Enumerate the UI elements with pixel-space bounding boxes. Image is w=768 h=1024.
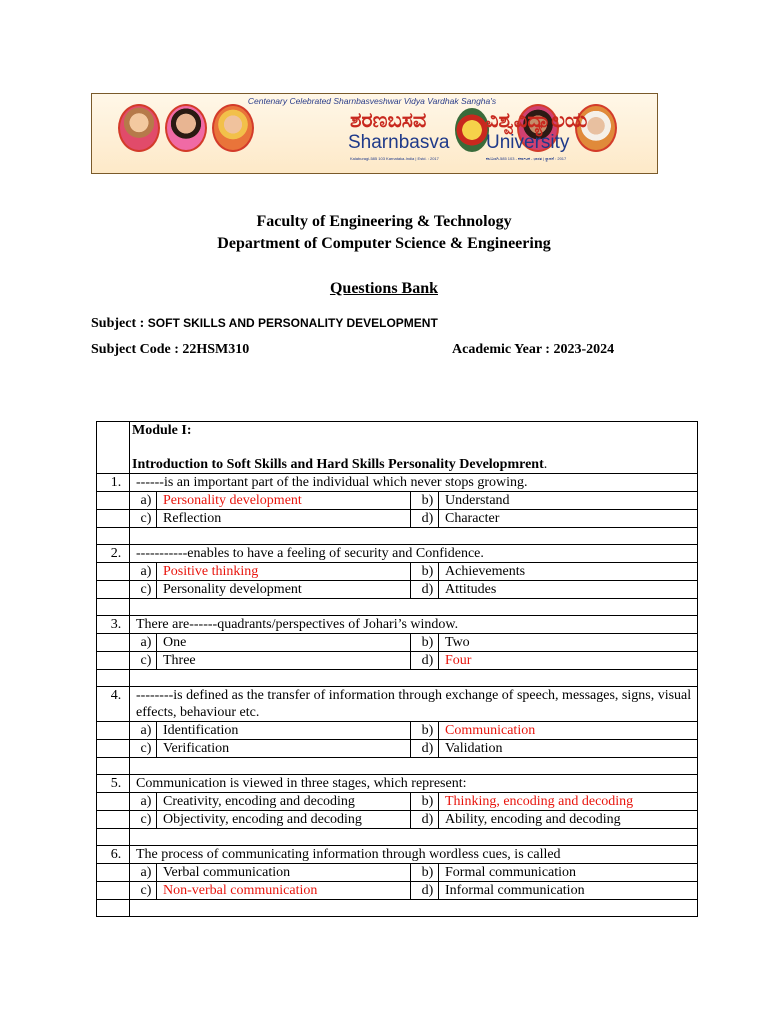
question-text: Communication is viewed in three stages, which represent:	[130, 775, 698, 793]
question-number: 4.	[97, 687, 130, 722]
option-key: d)	[411, 581, 439, 599]
option-key: a)	[130, 864, 157, 882]
option-blank-cell	[97, 740, 130, 758]
option-text: Informal communication	[439, 882, 698, 900]
question-text: ------is an important part of the individual which never stops growing.	[130, 474, 698, 492]
subject-code: Subject Code : 22HSM310	[91, 342, 250, 357]
option-blank-cell	[97, 811, 130, 829]
option-row	[97, 581, 698, 599]
option-row	[97, 864, 698, 882]
option-text: Three	[157, 652, 411, 670]
question-number: 2.	[97, 545, 130, 563]
question-number: 6.	[97, 846, 130, 864]
option-key: c)	[130, 882, 157, 900]
option-blank-cell	[97, 510, 130, 528]
option-text: Achievements	[439, 563, 698, 581]
option-text: Identification	[157, 722, 411, 740]
question-number: 3.	[97, 616, 130, 634]
academic-year: Academic Year : 2023-2024	[452, 342, 615, 357]
spacer-cell	[97, 599, 130, 616]
option-blank-cell	[97, 722, 130, 740]
faculty-heading: Faculty of Engineering & Technology	[256, 213, 512, 230]
spacer-cell	[130, 900, 698, 917]
option-blank-cell	[97, 793, 130, 811]
question-text: -----------enables to have a feeling of security and Confidence.	[130, 545, 698, 563]
subject-line	[91, 316, 438, 332]
founder-portrait-1	[118, 104, 160, 152]
option-row	[97, 722, 698, 740]
department-heading: Department of Computer Science & Engineering	[217, 235, 551, 252]
option-key: b)	[411, 563, 439, 581]
module-number-cell	[97, 422, 130, 474]
spacer-cell	[97, 900, 130, 917]
option-row	[97, 563, 698, 581]
question-text: The process of communicating information through wordless cues, is called	[130, 846, 698, 864]
spacer-row	[97, 599, 698, 616]
founder-portrait-2	[165, 104, 207, 152]
spacer-row	[97, 900, 698, 917]
option-key: a)	[130, 563, 157, 581]
option-key: b)	[411, 793, 439, 811]
option-row	[97, 652, 698, 670]
option-key: b)	[411, 864, 439, 882]
question-number: 1.	[97, 474, 130, 492]
option-key: a)	[130, 722, 157, 740]
spacer-cell	[97, 829, 130, 846]
spacer-row	[97, 758, 698, 775]
question-table	[96, 421, 698, 917]
option-key: d)	[411, 652, 439, 670]
option-row	[97, 793, 698, 811]
option-text-correct: Non-verbal communication	[157, 882, 411, 900]
subject-label: Subject :	[91, 316, 148, 331]
module-subtitle-text: Introduction to Soft Skills and Hard Skills Personality Developmrent	[132, 457, 544, 472]
option-text: Formal communication	[439, 864, 698, 882]
option-text: Creativity, encoding and decoding	[157, 793, 411, 811]
option-text: One	[157, 634, 411, 652]
banner-sangha-line: Centenary Celebrated Sharnbasveshwar Vidya Vardhak Sangha's	[247, 96, 497, 106]
module-subtitle-period: .	[543, 457, 548, 472]
spacer-cell	[97, 528, 130, 545]
question-text: There are------quadrants/perspectives of Johari’s window.	[130, 616, 698, 634]
option-row	[97, 740, 698, 758]
option-text: Two	[439, 634, 698, 652]
option-text-correct: Positive thinking	[157, 563, 411, 581]
question-row	[97, 474, 698, 492]
option-blank-cell	[97, 492, 130, 510]
option-key: d)	[411, 740, 439, 758]
option-blank-cell	[97, 634, 130, 652]
banner-kannada-name-left: ಶರಣಬಸವ	[350, 108, 427, 132]
option-key: b)	[411, 722, 439, 740]
option-blank-cell	[97, 563, 130, 581]
question-row	[97, 775, 698, 793]
module-title: Module I:	[132, 423, 192, 438]
spacer-cell	[130, 528, 698, 545]
option-key: b)	[411, 492, 439, 510]
subject-value: SOFT SKILLS AND PERSONALITY DEVELOPMENT	[147, 316, 438, 330]
module-cell	[130, 422, 698, 474]
option-key: c)	[130, 581, 157, 599]
option-key: d)	[411, 882, 439, 900]
banner-english-name-right: University	[486, 132, 570, 153]
option-text: Reflection	[157, 510, 411, 528]
spacer-cell	[130, 758, 698, 775]
module-subtitle	[132, 456, 697, 473]
option-row	[97, 882, 698, 900]
banner-kannada-name-right: ವಿಶ್ವವಿದ್ಯಾಲಯ	[485, 108, 588, 132]
spacer-row	[97, 829, 698, 846]
option-key: c)	[130, 652, 157, 670]
option-text-correct: Four	[439, 652, 698, 670]
document-title: Questions Bank	[329, 280, 439, 297]
option-key: a)	[130, 634, 157, 652]
spacer-row	[97, 670, 698, 687]
spacer-row	[97, 528, 698, 545]
question-number: 5.	[97, 775, 130, 793]
option-row	[97, 634, 698, 652]
option-row	[97, 492, 698, 510]
option-key: d)	[411, 510, 439, 528]
question-row	[97, 687, 698, 722]
option-row	[97, 811, 698, 829]
option-key: c)	[130, 811, 157, 829]
option-key: c)	[130, 740, 157, 758]
option-text: Objectivity, encoding and decoding	[157, 811, 411, 829]
option-key: c)	[130, 510, 157, 528]
option-blank-cell	[97, 864, 130, 882]
spacer-cell	[97, 670, 130, 687]
university-seal-icon	[455, 108, 489, 152]
banner-address-right: ಕಲಬುರಗಿ-585 103 - ಕರ್ನಾಟಕ - ಭಾರತ | ಸ್ಥಾಪನೆ : 2017	[486, 156, 567, 161]
spacer-cell	[97, 758, 130, 775]
option-blank-cell	[97, 882, 130, 900]
option-text: Character	[439, 510, 698, 528]
option-text-correct: Thinking, encoding and decoding	[439, 793, 698, 811]
option-text: Verbal communication	[157, 864, 411, 882]
option-text-correct: Communication	[439, 722, 698, 740]
banner-english-name-left: Sharnbasva	[348, 132, 450, 153]
option-text: Verification	[157, 740, 411, 758]
option-text: Personality development	[157, 581, 411, 599]
spacer-cell	[130, 829, 698, 846]
banner-address-left: Kalaburagi-585 103 Karnataka-India | Estd. : 2017	[350, 156, 439, 161]
option-blank-cell	[97, 652, 130, 670]
question-text: --------is defined as the transfer of information through exchange of speech, messages, signs, visual effects, behaviour etc.	[130, 687, 698, 722]
option-text-correct: Personality development	[157, 492, 411, 510]
option-key: a)	[130, 492, 157, 510]
spacer-cell	[130, 670, 698, 687]
option-text: Attitudes	[439, 581, 698, 599]
question-row	[97, 545, 698, 563]
university-banner	[91, 93, 658, 174]
option-key: b)	[411, 634, 439, 652]
module-header-row	[97, 422, 698, 474]
founder-portrait-3	[212, 104, 254, 152]
option-row	[97, 510, 698, 528]
option-text: Understand	[439, 492, 698, 510]
option-blank-cell	[97, 581, 130, 599]
option-key: d)	[411, 811, 439, 829]
question-row	[97, 846, 698, 864]
option-text: Ability, encoding and decoding	[439, 811, 698, 829]
question-row	[97, 616, 698, 634]
option-key: a)	[130, 793, 157, 811]
spacer-cell	[130, 599, 698, 616]
option-text: Validation	[439, 740, 698, 758]
